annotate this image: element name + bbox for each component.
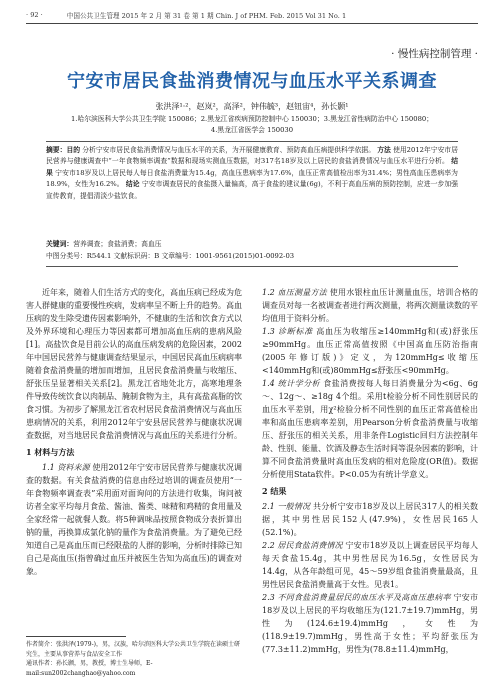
section-heading: 2 结果 <box>262 486 287 496</box>
subsection-text: 食盐消费按每人每日消费量分为<6g、6g～、12g～、≥18g 4个组。采用t检验分析不同性别居民的血压水平差别，用χ²检验分析不同性别的血压正常高值检出率和高血压患病率差别，用Pearson分析食盐消费量与收缩压、舒张压的相关关系，用非条件Logistic回归方法控制年龄、性别、能量、饮酒及静态生活时间等混杂因素的影响，计算不同食盐消费量时高血压发病的相对危险度(OR值)。数据分析使用Stata软件。P<0.05为有统计学意义。 <box>262 379 479 479</box>
subsection-title: 1.2 血压测量方法 <box>262 288 327 297</box>
footnote-rule <box>26 636 126 637</box>
abstract-result: 宁安市18岁及以上居民每人每日食盐消费量为15.4g，高血压患病率为17.6%，血压正常高值检出率为31.4%；男性高血压患病率为18.9%，女性为16.2%。 <box>46 168 458 189</box>
article-title: 宁安市居民食盐消费情况与血压水平关系调查 <box>67 71 437 92</box>
column-label: · 慢性病控制管理 · <box>391 48 478 60</box>
subsection-text: 宁安市18岁及以上调查居民平均每人每天食盐15.4g，其中男性居民为16.5g，女性居民为14.4g，从各年龄组可见，45～59岁组食盐消费量最高，且男性居民食盐消费量高于女性。见表1。 <box>262 541 479 589</box>
subsection-title: 2.3 不同食盐消费量居民的血压水平及高血压患病率 <box>262 593 451 602</box>
running-title: 中国公共卫生管理 2015 年 2 月 第 31 卷 第 1 期 Chin. J of PHM. Feb. 2015 Vol 31 No. 1 <box>66 12 347 20</box>
footnote <box>26 640 242 678</box>
abstract-top-rule <box>46 141 458 142</box>
abstract-label: 摘要： <box>46 146 67 154</box>
running-header <box>26 8 478 22</box>
abstract-conclusion: 宁安市调查居民的食盐摄入量偏高，高于食盐的建议量(6g)，不利于高血压病的预防控制，应进一步加强宣传教育，提倡清淡少盐饮食。 <box>46 180 458 200</box>
keywords-label: 关键词： <box>46 240 74 248</box>
author-bio: 作者简介：张洪泽(1979-)，男，汉族，哈尔滨医科大学公共卫生学院在读硕士研究生，主要从事营养与食品安全工作 <box>26 641 240 658</box>
purpose-label: 目的 <box>66 146 81 154</box>
conclusion-label: 结论 <box>125 180 140 189</box>
affiliation-line: 1.哈尔滨医科大学公共卫生学院 150086；2.黑龙江省疾病预防控制中心 150030；3.黑龙江省性病防治中心 150080； <box>70 115 434 123</box>
subsection-title: 2.2 居民食盐消费情况 <box>262 541 343 550</box>
affiliations <box>30 114 474 136</box>
intro-paragraph: 近年来，随着人们生活方式的变化，高血压病已经成为危害人群健康的重要慢性疾病，发病率呈不断上升的趋势。高血压病的发生除受遗传因素影响外，不健康的生活和饮食方式以及外界环境和心理压力等因素都可增加高血压病的患病风险[1]。高盐饮食是目前公认的高血压病发病的危险因素，2002年中国居民营养与健康调查结果显示，中国居民高血压病病率随着食盐消费量的增加而增加，且居民食盐消费量与收缩压、舒张压呈显著相关关系[2]。黑龙江省地处北方，高寒地理条件导致传统饮食以肉制品、腌制食物为主，具有高盐高脂的饮食习惯。为初步了解黑龙江省农村居民食盐消费情况与高血压患病情况的关系，利用2012年宁安县居民营养与健康状况调查数据，对当地居民食盐消费情况与高血压的关系进行分析。 <box>26 288 242 440</box>
subsection-text: 高血压为收缩压≥140mmHg和(或)舒张压≥90mmHg。血压正常高值按照《中国高血压防治指南(2005年修订版)》定义，为120mmHg≤收缩压<140mmHg和(或)80mmHg≤舒张压<90mmHg。 <box>262 327 479 375</box>
author-list: 张洪泽¹·²，赵岚²，高泽²，钟伟毓³，赵钮宙⁴，孙长颢¹ <box>155 102 349 111</box>
page-number: · 92 · <box>26 11 43 19</box>
abstract-bottom-rule <box>46 266 458 267</box>
classification-line: 中图分类号：R544.1 文献标识码：B 文章编号：1001-9561(2015)01-0092-03 <box>46 252 295 260</box>
subsection-title: 2.1 一般情况 <box>262 502 311 511</box>
section-heading: 1 材料与方法 <box>26 447 75 457</box>
subsection-title: 1.4 统计学分析 <box>262 379 321 388</box>
subsection-text: 使用水银柱血压计测量血压，培训合格的调查员对每一名被调查者进行两次测量，将两次测量读数的平均值用于资料分析。 <box>262 288 479 323</box>
subsection-title: 1.3 诊断标准 <box>262 327 313 336</box>
method-label: 方法 <box>377 146 391 154</box>
abstract-purpose: 分析宁安市居民食盐消费情况与血压水平的关系，为开展健康教育、预防高血压病提供科学依据。 <box>82 146 376 154</box>
keywords <box>46 239 458 250</box>
body-column-right <box>262 286 478 656</box>
header-rule <box>26 23 478 24</box>
abstract-method: 使用2012年宁安市居民营养与健康调查中“一年食物频率调查”数据和现场实测血压数据，对317名18岁及以上居民的食盐消费情况与血压水平进行分析。 <box>46 146 459 166</box>
result-label: 结果 <box>46 157 458 177</box>
affiliation-line: 4.黑龙江省医学会 150030 <box>210 126 294 134</box>
keywords-text: 营养调查；食盐消费；高血压 <box>73 240 162 248</box>
subsection-text: 共分析宁安市18岁及以上居民317人的相关数据，其中男性居民152人(47.9%)，女性居民165人(52.1%)。 <box>262 502 479 537</box>
abstract <box>46 145 458 202</box>
subsection-title: 1.1 资料来源 <box>42 463 90 472</box>
subsection-text: 宁安市18岁及以上居民的平均收缩压为(121.7±19.7)mmHg，男性为(124.6±19.4)mmHg，女性为(118.9±19.7)mmHg，男性高于女性；平均舒张压为(77.3±11.2)mmHg，男性为(78.8±11.4)mmHg， <box>262 593 479 654</box>
corresponding-author: 通讯作者：孙长颢，男，教授，博士生导师，E-mail:sun2002changhao@yahoo.com <box>26 660 153 677</box>
body-column-left <box>26 286 242 578</box>
subsection-text: 使用2012年宁安市居民营养与健康状况调查的数据。有关食盐消费的信息由经过培训的调查员使用“一年食物频率调查表”采用面对面询问的方法进行收集，询问被访者全家平均每月食盐、酱油、酱类、味精和鸡精的食用量及全家经常一起就餐人数。将5种调味品按照食物成分表折算出钠的量，再换算成氯化钠的量作为食盐消费量。为了避免已经知道自己是高血压而已经限盐的人群的影响，分析时排除已知自己是高血压(指曾确过血压并被医生告知为高血压)的调查对象。 <box>26 463 243 576</box>
